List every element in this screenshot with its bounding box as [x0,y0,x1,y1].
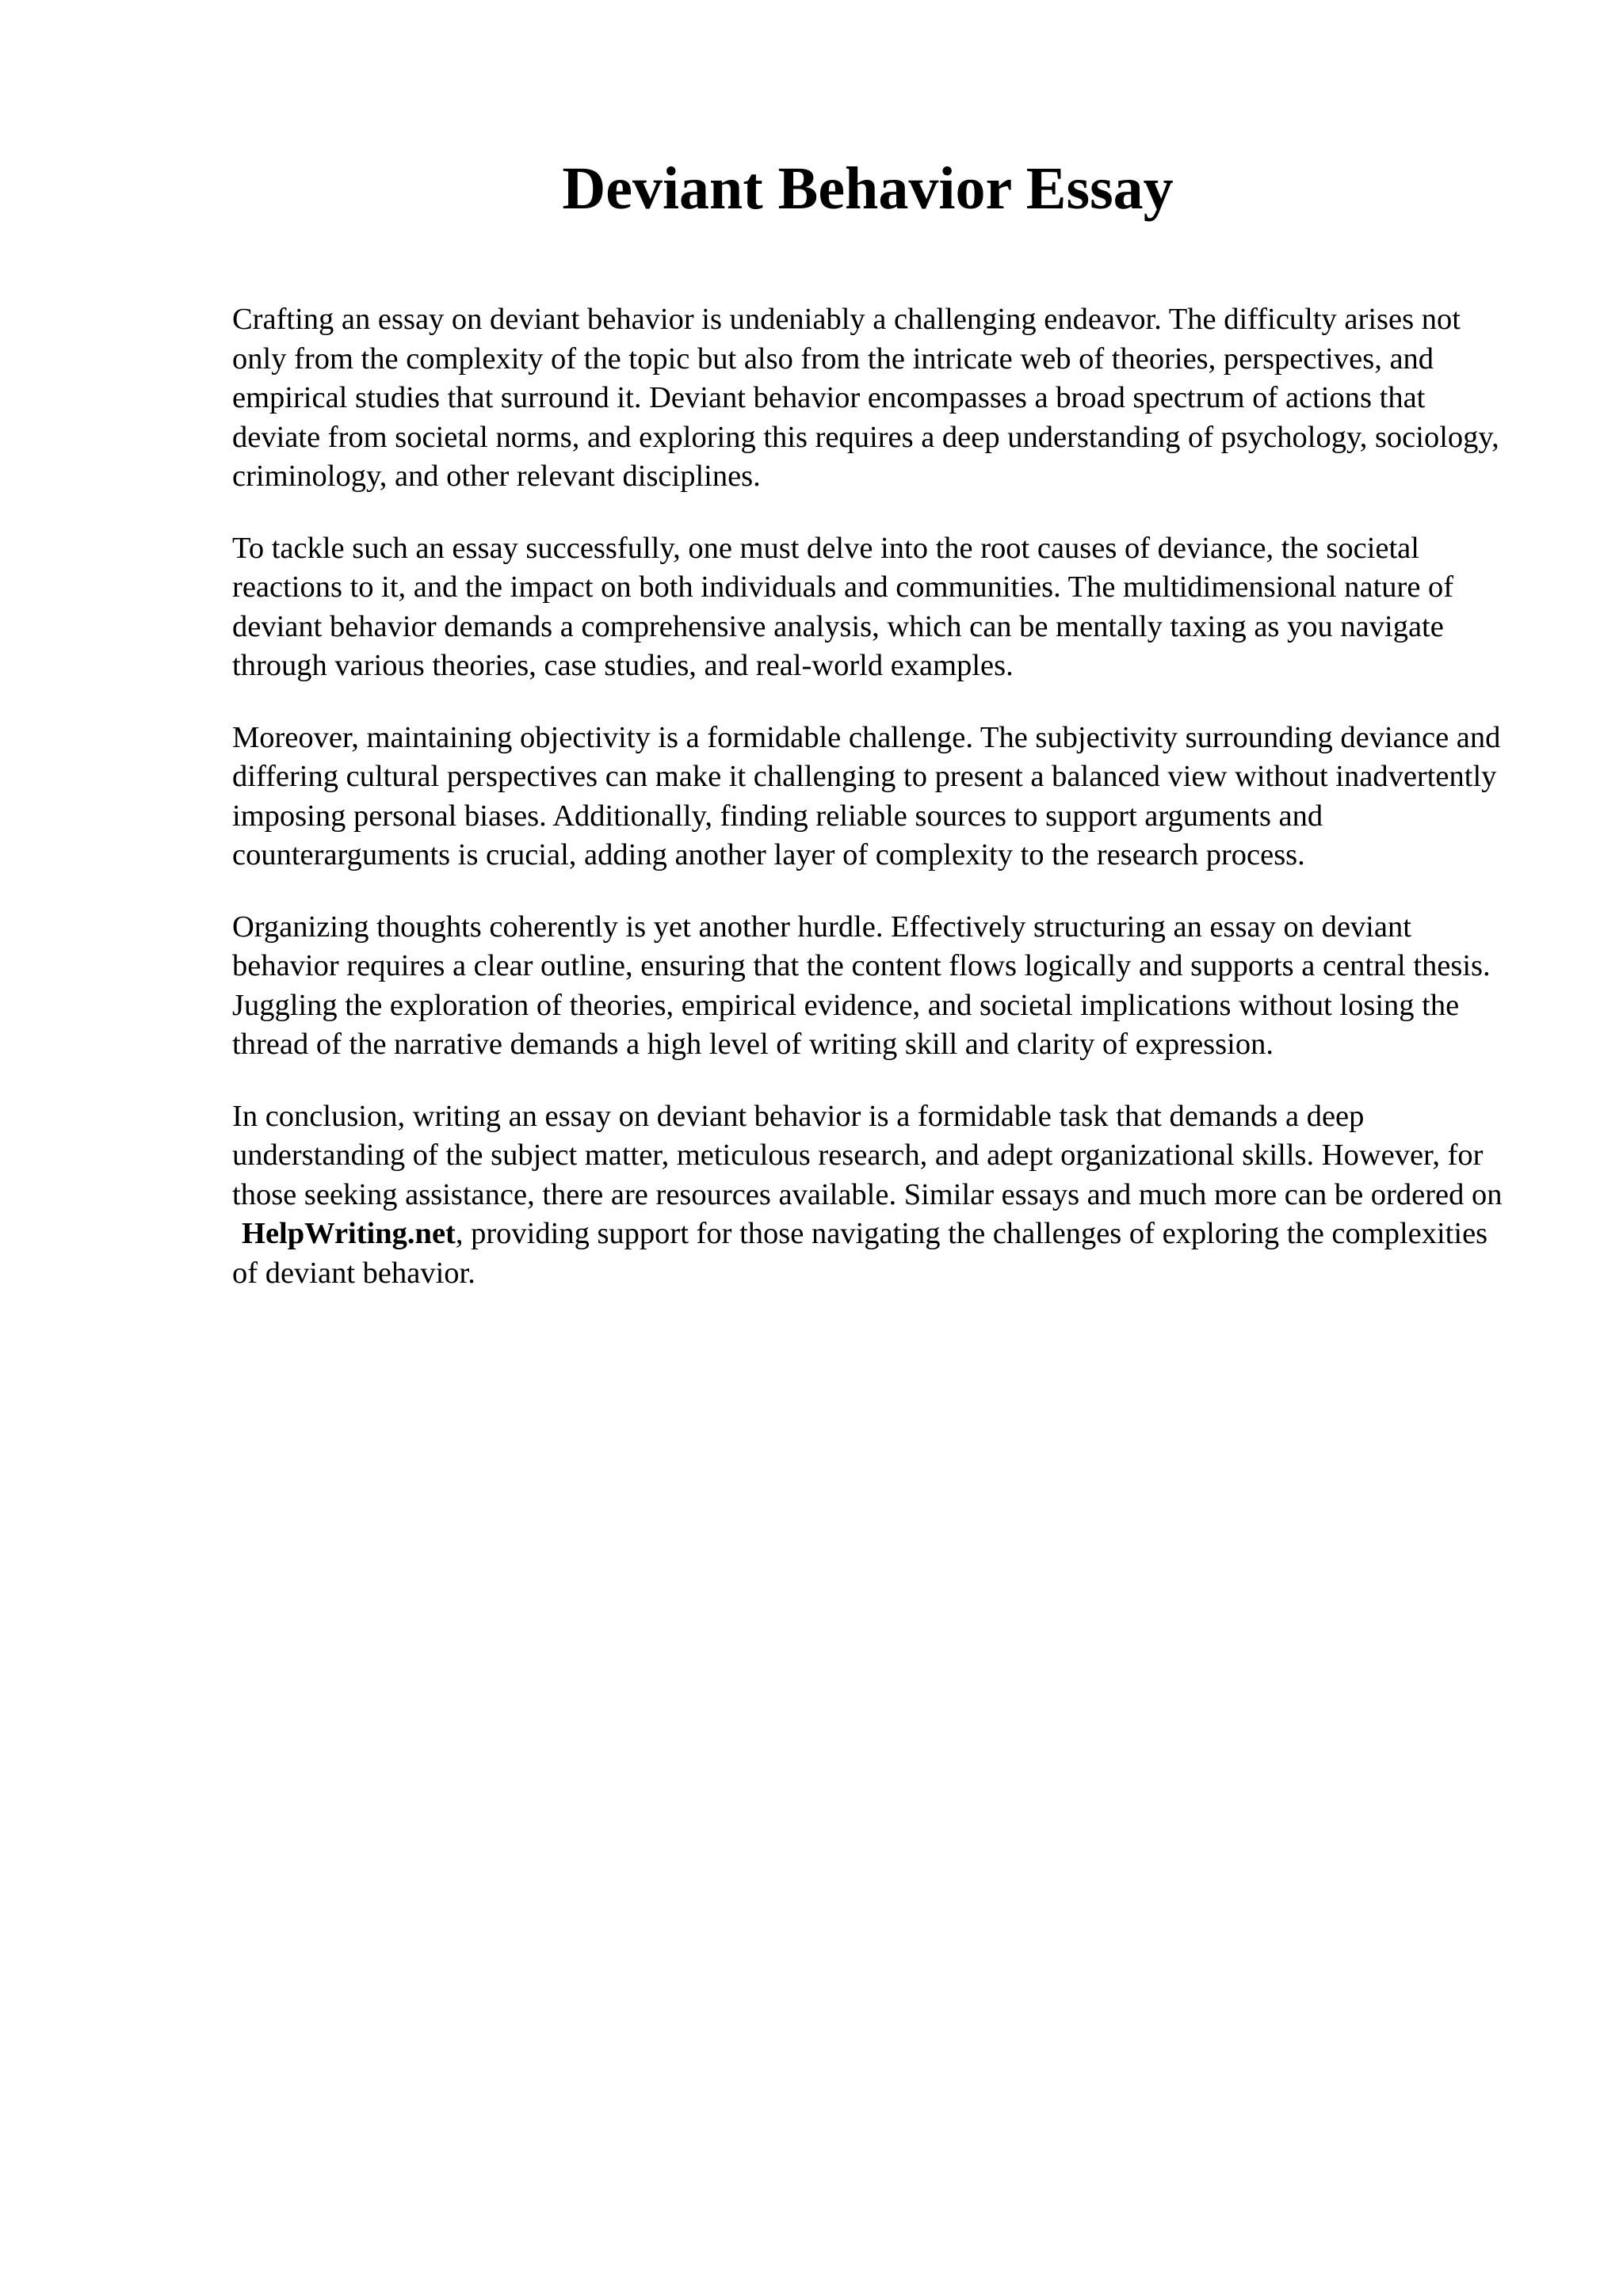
helpwriting-link[interactable]: HelpWriting.net [242,1217,456,1250]
paragraph-objectivity: Moreover, maintaining objectivity is a formidable challenge. The subjectivity surrounding deviance and differing cultural perspectives can make it challenging to present a balanced view without inadvertently imposing personal biases. Additionally, finding reliable sources to support arguments and counterarguments is crucial, adding another layer of complexity to the research process. [232,720,1501,871]
paragraph-organization: Organizing thoughts coherently is yet another hurdle. Effectively structuring an essay on deviant behavior requires a clear outline, ensuring that the content flows logically and supports a central thesis. Juggling the exploration of theories, empirical evidence, and societal implications without losing the thread of the narrative demands a high level of writing skill and clarity of expression. [232,910,1491,1061]
page-title: Deviant Behavior Essay [562,155,1174,222]
essay-body [232,300,1516,1325]
paragraph-intro: Crafting an essay on deviant behavior is undeniably a challenging endeavor. The difficulty arises not only from the complexity of the topic but also from the intricate web of theories, perspectives, and empirical studies that surround it. Deviant behavior encompasses a broad spectrum of actions that deviate from societal norms, and exploring this requires a deep understanding of psychology, sociology, criminology, and other relevant disciplines. [232,303,1499,493]
conclusion-text-end: , providing support for those navigating the challenges of exploring the complexities of deviant behavior. [232,1217,1488,1290]
paragraph-conclusion [232,1097,1516,1294]
paragraph-root-causes: To tackle such an essay successfully, one must delve into the root causes of deviance, the societal reactions to it, and the impact on both individuals and communities. The multidimensional nature of deviant behavior demands a comprehensive analysis, which can be mentally taxing as you navigate through various theories, case studies, and real-world examples. [232,531,1454,682]
conclusion-text-start: In conclusion, writing an essay on deviant behavior is a formidable task that demands a deep understanding of the subject matter, meticulous research, and adept organizational skills. However, for those seeking assistance, there are resources available. Similar essays and much more can be ordered on [232,1099,1503,1211]
